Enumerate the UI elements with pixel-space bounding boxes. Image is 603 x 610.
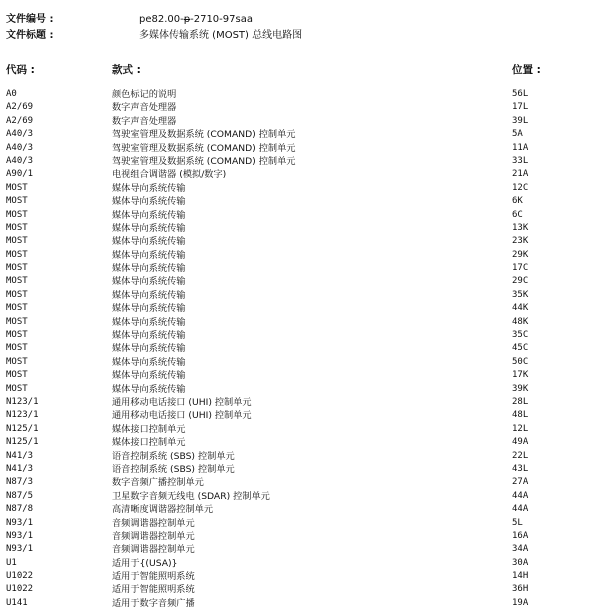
table-row — [0, 235, 603, 248]
table-row — [0, 463, 603, 476]
row-position: 5A — [512, 129, 523, 140]
row-code: U1022 — [6, 571, 34, 582]
row-code: MOST — [6, 276, 28, 287]
row-description: 适用于智能照明系统 — [112, 571, 195, 583]
table-row — [0, 128, 603, 141]
table-row — [0, 490, 603, 503]
row-code: A40/3 — [6, 129, 34, 140]
table-row — [0, 115, 603, 128]
table-row — [0, 155, 603, 168]
row-description: 媒体导向系统传输 — [112, 356, 186, 368]
row-code: N87/3 — [6, 477, 34, 488]
row-position: 44A — [512, 504, 529, 515]
row-position: 45C — [512, 343, 529, 354]
row-code: A2/69 — [6, 102, 34, 113]
table-row — [0, 557, 603, 570]
row-position: 6K — [512, 196, 523, 207]
row-position: 17L — [512, 102, 529, 113]
table-row — [0, 329, 603, 342]
header-position: 位置 : — [512, 64, 541, 76]
row-code: MOST — [6, 236, 28, 247]
row-code: MOST — [6, 370, 28, 381]
row-position: 48L — [512, 410, 529, 421]
row-position: 56L — [512, 89, 529, 99]
row-description: 高清晰度调谐器控制单元 — [112, 504, 214, 516]
row-description: 适用于智能照明系统 — [112, 584, 195, 596]
row-position: 16A — [512, 530, 529, 541]
row-code: U141 — [6, 597, 28, 608]
table-row — [0, 168, 603, 181]
row-description: 媒体接口控制单元 — [112, 437, 186, 449]
row-position: 29C — [512, 276, 529, 287]
row-code: N93/1 — [6, 544, 34, 555]
row-position: 44A — [512, 490, 529, 501]
table-row — [0, 275, 603, 288]
row-code: N125/1 — [6, 437, 39, 448]
doc-number-row — [6, 12, 302, 28]
row-description: 音频调谐器控制单元 — [112, 530, 195, 542]
row-code: MOST — [6, 289, 28, 300]
table-row — [0, 597, 603, 610]
doc-title-row — [6, 28, 302, 44]
table-row — [0, 356, 603, 369]
table-row — [0, 369, 603, 382]
table-row — [0, 182, 603, 195]
row-description: 媒体导向系统传输 — [112, 330, 186, 342]
row-position: 30A — [512, 557, 529, 568]
doc-number-suffix: -2710-97saa — [190, 14, 253, 25]
row-description: 数字声音处理器 — [112, 115, 177, 127]
table-row — [0, 222, 603, 235]
row-description: 颜色标记的说明 — [112, 89, 177, 100]
table-row — [0, 302, 603, 315]
row-position: 39K — [512, 383, 529, 394]
table-row — [0, 396, 603, 409]
doc-number-label: 文件编号 : — [6, 14, 54, 25]
row-description: 媒体导向系统传输 — [112, 316, 186, 328]
row-description: 驾驶室管理及数据系统 (COMAND) 控制单元 — [112, 155, 296, 167]
table-row — [0, 209, 603, 222]
row-description: 数字声音处理器 — [112, 102, 177, 114]
row-code: N87/8 — [6, 504, 34, 515]
table-row — [0, 476, 603, 489]
doc-number-prefix: pe82.00- — [139, 14, 184, 25]
row-code: A0 — [6, 89, 17, 99]
header-description: 款式 : — [112, 64, 141, 76]
row-code: N93/1 — [6, 530, 34, 541]
header-code: 代码 : — [6, 64, 35, 76]
row-code: MOST — [6, 209, 28, 220]
row-description: 卫星数字音频无线电 (SDAR) 控制单元 — [112, 490, 270, 502]
row-description: 数字音频广播控制单元 — [112, 477, 204, 489]
table-row — [0, 543, 603, 556]
row-description: 驾驶室管理及数据系统 (COMAND) 控制单元 — [112, 129, 296, 141]
table-row — [0, 88, 603, 101]
row-description: 适用于数字音频广播 — [112, 597, 195, 609]
row-position: 48K — [512, 316, 529, 327]
row-position: 17C — [512, 263, 529, 274]
row-position: 6C — [512, 209, 523, 220]
row-position: 50C — [512, 356, 529, 367]
doc-number-struck: p — [183, 14, 191, 25]
document-meta — [6, 12, 302, 44]
row-position: 43L — [512, 463, 529, 474]
table-row — [0, 503, 603, 516]
row-position: 49A — [512, 437, 529, 448]
row-position: 11A — [512, 142, 529, 153]
row-code: N125/1 — [6, 423, 39, 434]
table-row — [0, 142, 603, 155]
row-position: 33L — [512, 155, 529, 166]
table-row — [0, 450, 603, 463]
table-row — [0, 195, 603, 208]
row-code: U1 — [6, 557, 17, 568]
row-description: 媒体导向系统传输 — [112, 303, 186, 315]
row-description: 媒体导向系统传输 — [112, 182, 186, 194]
row-description: 媒体导向系统传输 — [112, 209, 186, 221]
row-code: A40/3 — [6, 142, 34, 153]
row-description: 媒体导向系统传输 — [112, 263, 186, 275]
table-row — [0, 436, 603, 449]
table-row — [0, 530, 603, 543]
row-code: A40/3 — [6, 155, 34, 166]
row-description: 媒体导向系统传输 — [112, 196, 186, 208]
table-row — [0, 262, 603, 275]
row-code: MOST — [6, 316, 28, 327]
row-position: 28L — [512, 396, 529, 407]
row-description: 语音控制系统 (SBS) 控制单元 — [112, 463, 235, 475]
row-position: 29K — [512, 249, 529, 260]
row-position: 19A — [512, 597, 529, 608]
row-code: MOST — [6, 182, 28, 193]
table-row — [0, 249, 603, 262]
row-position: 12C — [512, 182, 529, 193]
table-row — [0, 289, 603, 302]
row-description: 媒体导向系统传输 — [112, 383, 186, 395]
row-code: N93/1 — [6, 517, 34, 528]
row-code: MOST — [6, 249, 28, 260]
doc-title-value: 多媒体传输系统 (MOST) 总线电路图 — [139, 30, 303, 41]
table-row — [0, 316, 603, 329]
doc-title-label: 文件标题 : — [6, 30, 54, 41]
row-description: 媒体导向系统传输 — [112, 222, 186, 234]
row-description: 通用移动电话接口 (UHI) 控制单元 — [112, 410, 252, 422]
row-code: N123/1 — [6, 396, 39, 407]
row-description: 驾驶室管理及数据系统 (COMAND) 控制单元 — [112, 142, 296, 154]
row-code: MOST — [6, 263, 28, 274]
row-position: 22L — [512, 450, 529, 461]
row-position: 39L — [512, 115, 529, 126]
row-description: 电视组合调谐器 (模拟/数字) — [112, 169, 227, 181]
row-description: 通用移动电话接口 (UHI) 控制单元 — [112, 396, 252, 408]
row-position: 36H — [512, 584, 529, 595]
row-position: 21A — [512, 169, 529, 180]
row-code: MOST — [6, 383, 28, 394]
row-position: 14H — [512, 571, 529, 582]
row-code: N41/3 — [6, 463, 34, 474]
row-code: N123/1 — [6, 410, 39, 421]
row-description: 媒体导向系统传输 — [112, 236, 186, 248]
row-position: 23K — [512, 236, 529, 247]
row-position: 13K — [512, 222, 529, 233]
row-position: 27A — [512, 477, 529, 488]
row-description: 音频调谐器控制单元 — [112, 544, 195, 556]
table-row — [0, 101, 603, 114]
row-description: 媒体导向系统传输 — [112, 343, 186, 355]
row-code: N87/5 — [6, 490, 34, 501]
row-code: MOST — [6, 196, 28, 207]
row-code: MOST — [6, 330, 28, 341]
row-code: MOST — [6, 222, 28, 233]
row-code: MOST — [6, 303, 28, 314]
table-row — [0, 517, 603, 530]
row-description: 媒体导向系统传输 — [112, 289, 186, 301]
table-row — [0, 383, 603, 396]
table-row — [0, 570, 603, 583]
row-code: U1022 — [6, 584, 34, 595]
row-position: 35C — [512, 330, 529, 341]
row-description: 语音控制系统 (SBS) 控制单元 — [112, 450, 235, 462]
row-position: 34A — [512, 544, 529, 555]
row-code: A90/1 — [6, 169, 34, 180]
row-position: 5L — [512, 517, 523, 528]
row-code: N41/3 — [6, 450, 34, 461]
doc-number-value — [139, 12, 253, 28]
table-row — [0, 583, 603, 596]
table-row — [0, 409, 603, 422]
table-row — [0, 423, 603, 436]
row-code: MOST — [6, 343, 28, 354]
row-position: 12L — [512, 423, 529, 434]
table-row — [0, 342, 603, 355]
row-description: 媒体接口控制单元 — [112, 423, 186, 435]
row-description: 媒体导向系统传输 — [112, 370, 186, 382]
row-description: 适用于{(USA)} — [112, 557, 178, 569]
row-code: MOST — [6, 356, 28, 367]
row-position: 17K — [512, 370, 529, 381]
row-description: 音频调谐器控制单元 — [112, 517, 195, 529]
row-description: 媒体导向系统传输 — [112, 276, 186, 288]
row-position: 35K — [512, 289, 529, 300]
row-code: A2/69 — [6, 115, 34, 126]
row-position: 44K — [512, 303, 529, 314]
component-table — [0, 88, 603, 610]
row-description: 媒体导向系统传输 — [112, 249, 186, 261]
